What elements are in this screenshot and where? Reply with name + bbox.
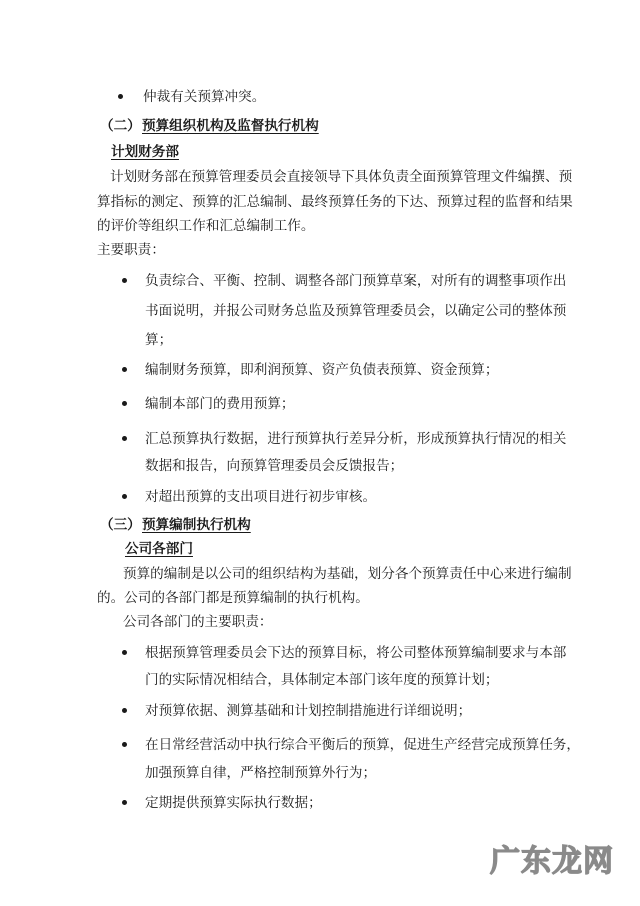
subsection-heading: 计划财务部 bbox=[111, 144, 179, 160]
bullet-text: 仲裁有关预算冲突。 bbox=[143, 89, 266, 105]
bullet-icon bbox=[122, 650, 127, 655]
bullet-text: 书面说明，并报公司财务总监及预算管理委员会，以确定公司的整体预 bbox=[145, 303, 567, 319]
bullet-text: 编制本部门的费用预算； bbox=[145, 396, 295, 412]
bullet-icon bbox=[122, 800, 127, 805]
bullet-icon bbox=[122, 436, 127, 441]
bullet-icon bbox=[122, 742, 127, 747]
paragraph-line: 的。公司的各部门都是预算编制的执行机构。 bbox=[97, 590, 369, 606]
duty-label: 公司各部门的主要职责： bbox=[123, 614, 273, 630]
bullet-text: 对预算依据、测算基础和计划控制措施进行详细说明； bbox=[145, 703, 472, 719]
paragraph-line: 预算的编制是以公司的组织结构为基础，划分各个预算责任中心来进行编制 bbox=[123, 566, 572, 582]
section-number: （三） bbox=[100, 517, 141, 533]
section-number: （二） bbox=[100, 118, 141, 134]
paragraph-line: 的评价等组织工作和汇总编制工作。 bbox=[97, 218, 315, 234]
bullet-icon bbox=[122, 278, 127, 283]
bullet-text: 加强预算自律，严格控制预算外行为； bbox=[145, 765, 377, 781]
bullet-text: 门的实际情况相结合，具体制定本部门该年度的预算计划； bbox=[145, 672, 499, 688]
watermark-logo: 广东龙网 bbox=[490, 844, 614, 879]
paragraph-line: 计划财务部在预算管理委员会直接领导下具体负责全面预算管理文件编撰、预 bbox=[110, 169, 573, 185]
bullet-text: 算； bbox=[145, 332, 173, 348]
bullet-text: 编制财务预算，即利润预算、资产负债表预算、资金预算； bbox=[145, 362, 499, 378]
section-heading: 预算组织机构及监督执行机构 bbox=[142, 118, 319, 134]
bullet-icon bbox=[122, 708, 127, 713]
duty-label: 主要职责： bbox=[97, 242, 165, 258]
bullet-text: 定期提供预算实际执行数据； bbox=[145, 795, 322, 811]
bullet-text: 在日常经营活动中执行综合平衡后的预算，促进生产经营完成预算任务， bbox=[145, 737, 580, 753]
bullet-text: 根据预算管理委员会下达的预算目标，将公司整体预算编制要求与本部 bbox=[145, 645, 567, 661]
bullet-text: 负责综合、平衡、控制、调整各部门预算草案，对所有的调整事项作出 bbox=[145, 273, 567, 289]
bullet-icon bbox=[122, 494, 127, 499]
bullet-text: 对超出预算的支出项目进行初步审核。 bbox=[145, 489, 377, 505]
bullet-icon bbox=[122, 401, 127, 406]
section-heading: 预算编制执行机构 bbox=[142, 517, 251, 533]
bullet-icon bbox=[122, 367, 127, 372]
subsection-heading: 公司各部门 bbox=[125, 541, 193, 557]
paragraph-line: 算指标的测定、预算的汇总编制、最终预算任务的下达、预算过程的监督和结果 bbox=[97, 194, 573, 210]
bullet-text: 汇总预算执行数据，进行预算执行差异分析，形成预算执行情况的相关 bbox=[145, 431, 567, 447]
bullet-text: 数据和报告，向预算管理委员会反馈报告； bbox=[145, 458, 404, 474]
bullet-icon bbox=[118, 94, 123, 99]
